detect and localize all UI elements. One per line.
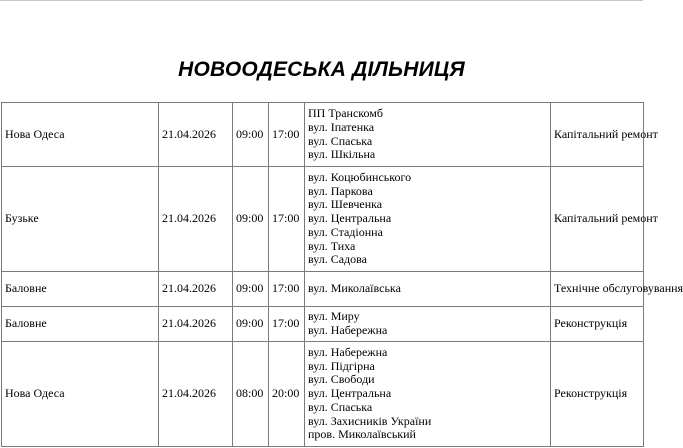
work-type-cell: Технічне обслуговування xyxy=(551,272,644,307)
start-time-cell: 09:00 xyxy=(233,272,269,307)
outage-schedule-table xyxy=(1,102,683,447)
end-time-cell: 17:00 xyxy=(269,272,305,307)
street-item: вул. Миколаївська xyxy=(308,281,401,296)
end-time-cell: 17:00 xyxy=(269,103,305,167)
street-item: ПП Транскомб xyxy=(308,105,383,120)
streets-cell xyxy=(305,272,551,307)
start-time-cell: 08:00 xyxy=(233,342,269,447)
street-item: вул. Шевченка xyxy=(308,197,383,212)
page-title: НОВООДЕСЬКА ДІЛЬНИЦЯ xyxy=(178,58,465,81)
work-type-cell: Капітальний ремонт xyxy=(551,103,644,167)
table-row xyxy=(2,307,644,342)
street-item: вул. Садова xyxy=(308,252,367,267)
start-time-cell: 09:00 xyxy=(233,103,269,167)
street-item: вул. Коцюбинського xyxy=(308,169,412,184)
date-cell: 21.04.2026 xyxy=(159,272,233,307)
street-item: вул. Спаська xyxy=(308,133,373,148)
table-row xyxy=(2,272,644,307)
date-cell: 21.04.2026 xyxy=(159,167,233,272)
street-item: вул. Підгірна xyxy=(308,358,375,373)
streets-cell xyxy=(305,342,551,447)
end-time-cell: 17:00 xyxy=(269,167,305,272)
date-cell: 21.04.2026 xyxy=(159,342,233,447)
date-cell: 21.04.2026 xyxy=(159,103,233,167)
top-divider xyxy=(0,0,643,1)
date-cell: 21.04.2026 xyxy=(159,307,233,342)
street-item: вул. Захисників України xyxy=(308,413,432,428)
street-item: вул. Набережна xyxy=(308,323,388,337)
table-row xyxy=(2,342,644,447)
street-item: вул. Центральна xyxy=(308,386,392,401)
start-time-cell: 09:00 xyxy=(233,167,269,272)
street-item: вул. Центральна xyxy=(308,211,392,226)
locality-cell: Баловне xyxy=(2,307,159,342)
locality-cell: Нова Одеса xyxy=(2,342,159,447)
work-type-cell: Реконструкція xyxy=(551,342,644,447)
street-item: пров. Миколаївський xyxy=(308,427,416,442)
locality-cell: Нова Одеса xyxy=(2,103,159,167)
street-item: вул. Паркова xyxy=(308,183,373,198)
street-item: вул. Свободи xyxy=(308,372,375,387)
street-item: вул. Стадіонна xyxy=(308,224,383,239)
start-time-cell: 09:00 xyxy=(233,307,269,342)
locality-cell: Баловне xyxy=(2,272,159,307)
work-type-cell: Реконструкція xyxy=(551,307,644,342)
streets-cell xyxy=(305,167,551,272)
street-item: вул. Тиха xyxy=(308,238,356,253)
locality-cell: Бузьке xyxy=(2,167,159,272)
end-time-cell: 17:00 xyxy=(269,307,305,342)
streets-cell xyxy=(305,307,551,342)
end-time-cell: 20:00 xyxy=(269,342,305,447)
street-item: вул. Набережна xyxy=(308,344,388,359)
table-row xyxy=(2,167,644,272)
street-item: вул. Шкільна xyxy=(308,147,376,162)
work-type-cell: Капітальний ремонт xyxy=(551,167,644,272)
street-item: вул. Іпатенка xyxy=(308,119,375,134)
street-item: вул. Спаська xyxy=(308,399,373,414)
table-row xyxy=(2,103,644,167)
street-item: вул. Миру xyxy=(308,309,360,324)
streets-cell xyxy=(305,103,551,167)
